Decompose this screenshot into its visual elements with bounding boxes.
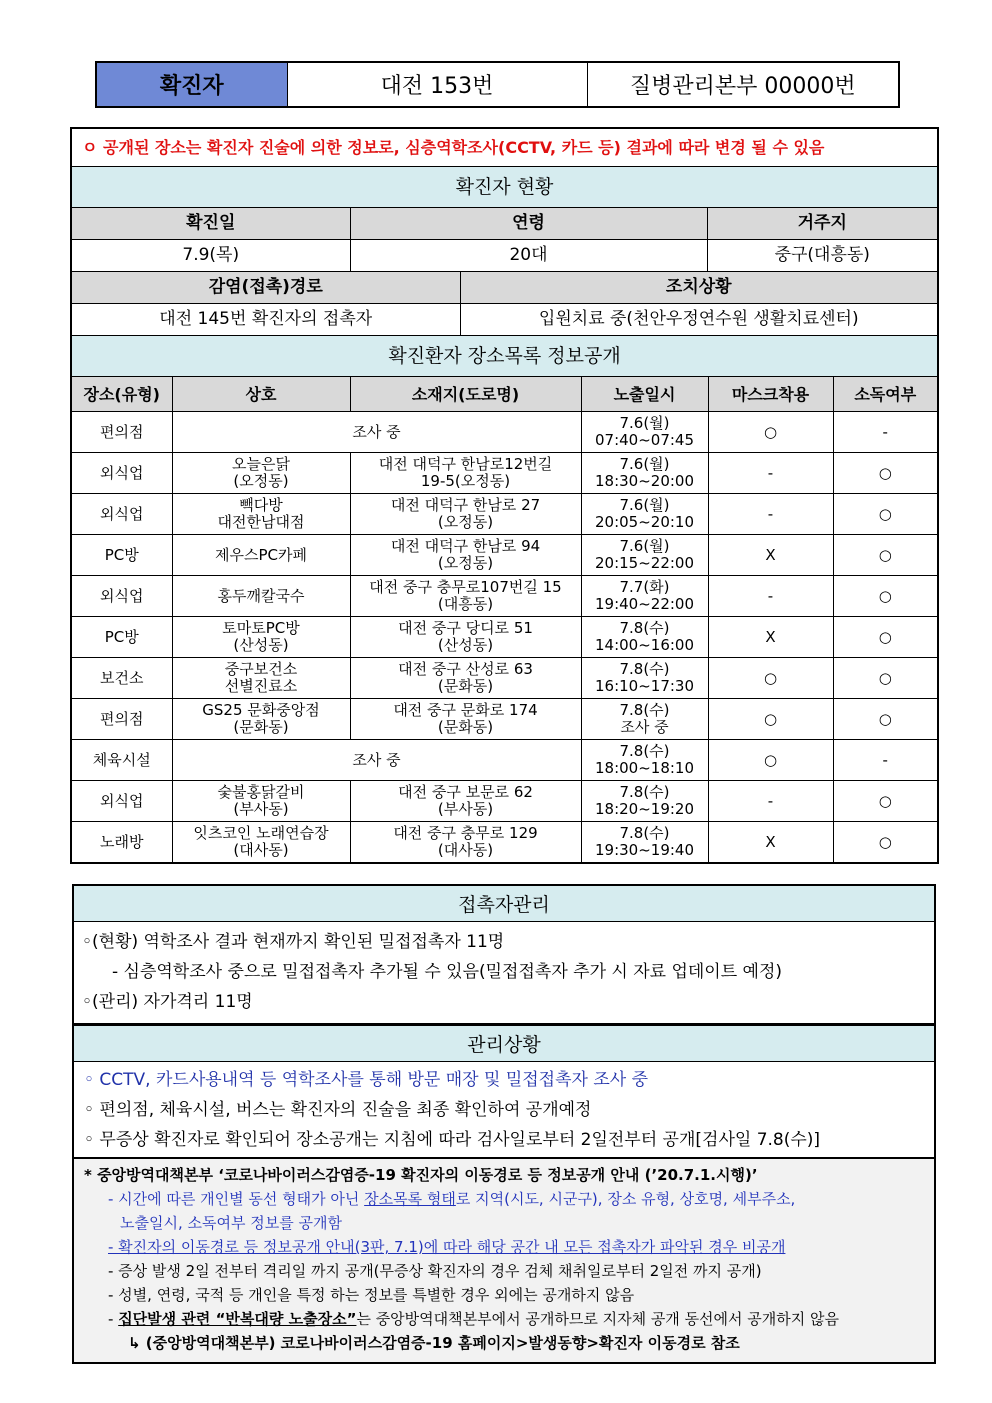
status-title: 확진자 현황 xyxy=(71,167,938,208)
management-line: ◦ 무증상 확진자로 확인되어 장소공개는 지침에 따라 검사일로부터 2일전부터 공개[검사일 7.8(수)] xyxy=(84,1130,821,1150)
contacts-line: ◦(현황) 역학조사 결과 현재까지 확인된 밀접접촉자 11명 xyxy=(82,932,505,952)
disinfect-status: - xyxy=(833,412,938,453)
place-merged: 조사 중 xyxy=(172,412,581,453)
mask-status: ○ xyxy=(708,740,833,781)
business-name: 빽다방 대전한남대점 xyxy=(172,494,350,535)
business-name: 숯불홍닭갈비 (부사동) xyxy=(172,781,350,822)
business-name: 제우스PC카페 xyxy=(172,535,350,576)
exposure-time: 7.8(수) 19:30~19:40 xyxy=(581,822,708,864)
business-name: 잇츠코인 노래연습장 (대사동) xyxy=(172,822,350,864)
place-type: PC방 xyxy=(71,535,172,576)
contacts-body xyxy=(73,922,935,1025)
note-line: - 성별, 연령, 국적 등 개인을 특정 하는 정보를 특별한 경우 외에는 공개하지 않음 xyxy=(108,1286,635,1304)
place-type: 편의점 xyxy=(71,699,172,740)
address: 대전 중구 문화로 174 (문화동) xyxy=(350,699,581,740)
mask-status: - xyxy=(708,781,833,822)
case-kdca-number: 질병관리본부 00000번 xyxy=(587,62,899,107)
place-type: 외식업 xyxy=(71,576,172,617)
mask-status: ○ xyxy=(708,699,833,740)
place-type: 외식업 xyxy=(71,453,172,494)
address: 대전 중구 충무로107번길 15 (대흥동) xyxy=(350,576,581,617)
table-row xyxy=(71,576,938,617)
col-place-type: 장소(유형) xyxy=(71,377,172,412)
note-line: ↳ (중앙방역대책본부) 코로나바이러스감염증-19 홈페이지>발생동향>확진자 이동경로 참조 xyxy=(128,1334,740,1352)
place-type: 외식업 xyxy=(71,494,172,535)
case-label: 확진자 xyxy=(96,62,287,107)
disinfect-status: - xyxy=(833,740,938,781)
place-type: 보건소 xyxy=(71,658,172,699)
residence: 중구(대흥동) xyxy=(707,240,938,272)
management-section xyxy=(72,1024,936,1162)
exposure-time: 7.8(수) 16:10~17:30 xyxy=(581,658,708,699)
table-row xyxy=(71,658,938,699)
header-age: 연령 xyxy=(350,208,707,240)
places-title: 확진환자 장소목록 정보공개 xyxy=(71,336,938,377)
exposure-time: 7.6(월) 07:40~07:45 xyxy=(581,412,708,453)
mask-status: - xyxy=(708,453,833,494)
business-name: 오늘은닭 (오정동) xyxy=(172,453,350,494)
place-type: 편의점 xyxy=(71,412,172,453)
note-line: - 증상 발생 2일 전부터 격리일 까지 공개(무증상 확진자의 경우 검체 채취일로부터 2일전 까지 공개) xyxy=(108,1262,762,1280)
table-row xyxy=(71,494,938,535)
table-row xyxy=(71,740,938,781)
table-row xyxy=(71,617,938,658)
exposure-time: 7.8(수) 18:00~18:10 xyxy=(581,740,708,781)
place-type: 외식업 xyxy=(71,781,172,822)
age: 20대 xyxy=(350,240,707,272)
disinfect-status: ○ xyxy=(833,576,938,617)
place-merged: 조사 중 xyxy=(172,740,581,781)
disinfect-status: ○ xyxy=(833,453,938,494)
contacts-line: - 심층역학조사 중으로 밀접접촉자 추가될 수 있음(밀접접촉자 추가 시 자료 업데이트 예정) xyxy=(112,962,783,982)
address: 대전 대덕구 한남로12번길 19-5(오정동) xyxy=(350,453,581,494)
table-row xyxy=(71,412,938,453)
exposure-time: 7.8(수) 조사 중 xyxy=(581,699,708,740)
notes-heading: * 중앙방역대책본부 ‘코로나바이러스감염증-19 확진자의 이동경로 등 정보공개 안내 (’20.7.1.시행)’ xyxy=(84,1166,758,1184)
address: 대전 중구 보문로 62 (부사동) xyxy=(350,781,581,822)
col-exposure-time: 노출일시 xyxy=(581,377,708,412)
col-disinfect: 소독여부 xyxy=(833,377,938,412)
table-row xyxy=(71,781,938,822)
contacts-section xyxy=(72,884,936,1025)
note-line: - 집단발생 관련 “반복대량 노출장소”는 중앙방역대책본부에서 공개하므로 지자체 공개 동선에서 공개하지 않음 xyxy=(108,1310,840,1328)
exposure-time: 7.6(월) 20:15~22:00 xyxy=(581,535,708,576)
business-name: 토마토PC방 (산성동) xyxy=(172,617,350,658)
disinfect-status: ○ xyxy=(833,781,938,822)
exposure-time: 7.8(수) 18:20~19:20 xyxy=(581,781,708,822)
mask-status: X xyxy=(708,535,833,576)
case-header xyxy=(95,61,900,108)
infection-route: 대전 145번 확진자의 접촉자 xyxy=(71,304,460,336)
place-type: 체육시설 xyxy=(71,740,172,781)
header-action-status: 조치상황 xyxy=(460,272,938,304)
case-local-number: 대전 153번 xyxy=(287,62,587,107)
management-title: 관리상황 xyxy=(73,1025,935,1062)
mask-status: ○ xyxy=(708,412,833,453)
table-row xyxy=(71,822,938,864)
exposure-time: 7.6(월) 20:05~20:10 xyxy=(581,494,708,535)
address: 대전 중구 당디로 51 (산성동) xyxy=(350,617,581,658)
disinfect-status: ○ xyxy=(833,535,938,576)
address: 대전 중구 산성로 63 (문화동) xyxy=(350,658,581,699)
exposure-time: 7.7(화) 19:40~22:00 xyxy=(581,576,708,617)
address: 대전 대덕구 한남로 94 (오정동) xyxy=(350,535,581,576)
address: 대전 중구 충무로 129 (대사동) xyxy=(350,822,581,864)
disinfect-status: ○ xyxy=(833,822,938,864)
note-line: - 시간에 따른 개인별 동선 형태가 아닌 장소목록 형태로 지역(시도, 시군구), 장소 유형, 상호명, 세부주소, xyxy=(108,1190,796,1208)
management-line: ◦ 편의점, 체육시설, 버스는 확진자의 진술을 최종 확인하여 공개예정 xyxy=(84,1100,592,1120)
mask-status: X xyxy=(708,822,833,864)
table-row xyxy=(71,535,938,576)
exposure-time: 7.6(월) 18:30~20:00 xyxy=(581,453,708,494)
business-name: GS25 문화중앙점 (문화동) xyxy=(172,699,350,740)
disinfect-status: ○ xyxy=(833,699,938,740)
business-name: 중구보건소 선별진료소 xyxy=(172,658,350,699)
place-type: PC방 xyxy=(71,617,172,658)
note-line: 노출일시, 소독여부 정보를 공개함 xyxy=(120,1214,342,1232)
address: 대전 대덕구 한남로 27 (오정동) xyxy=(350,494,581,535)
header-confirm-date: 확진일 xyxy=(71,208,350,240)
table-row xyxy=(71,699,938,740)
mask-status: X xyxy=(708,617,833,658)
business-name: 홍두깨칼국수 xyxy=(172,576,350,617)
case-info-table xyxy=(70,127,939,864)
contacts-line: ◦(관리) 자가격리 11명 xyxy=(82,992,253,1012)
header-infection-route: 감염(접촉)경로 xyxy=(71,272,460,304)
guideline-notes xyxy=(72,1157,936,1364)
management-body xyxy=(73,1062,935,1162)
table-row xyxy=(71,453,938,494)
disinfect-status: ○ xyxy=(833,494,938,535)
col-mask: 마스크착용 xyxy=(708,377,833,412)
management-line: ◦ CCTV, 카드사용내역 등 역학조사를 통해 방문 매장 및 밀접접촉자 조사 중 xyxy=(84,1070,649,1090)
header-residence: 거주지 xyxy=(707,208,938,240)
col-business-name: 상호 xyxy=(172,377,350,412)
note-line: - 확진자의 이동경로 등 정보공개 안내(3판, 7.1)에 따라 해당 공간 내 모든 접촉자가 파악된 경우 비공개 xyxy=(108,1238,786,1256)
disinfect-status: ○ xyxy=(833,658,938,699)
disinfect-status: ○ xyxy=(833,617,938,658)
action-status: 입원치료 중(천안우정연수원 생활치료센터) xyxy=(460,304,938,336)
mask-status: - xyxy=(708,576,833,617)
exposure-time: 7.8(수) 14:00~16:00 xyxy=(581,617,708,658)
col-address: 소재지(도로명) xyxy=(350,377,581,412)
mask-status: - xyxy=(708,494,833,535)
contacts-title: 접촉자관리 xyxy=(73,885,935,922)
mask-status: ○ xyxy=(708,658,833,699)
place-type: 노래방 xyxy=(71,822,172,864)
notice-text: ㅇ 공개된 장소는 확진자 진술에 의한 정보로, 심층역학조사(CCTV, 카드 등) 결과에 따라 변경 될 수 있음 xyxy=(71,128,938,167)
confirm-date: 7.9(목) xyxy=(71,240,350,272)
